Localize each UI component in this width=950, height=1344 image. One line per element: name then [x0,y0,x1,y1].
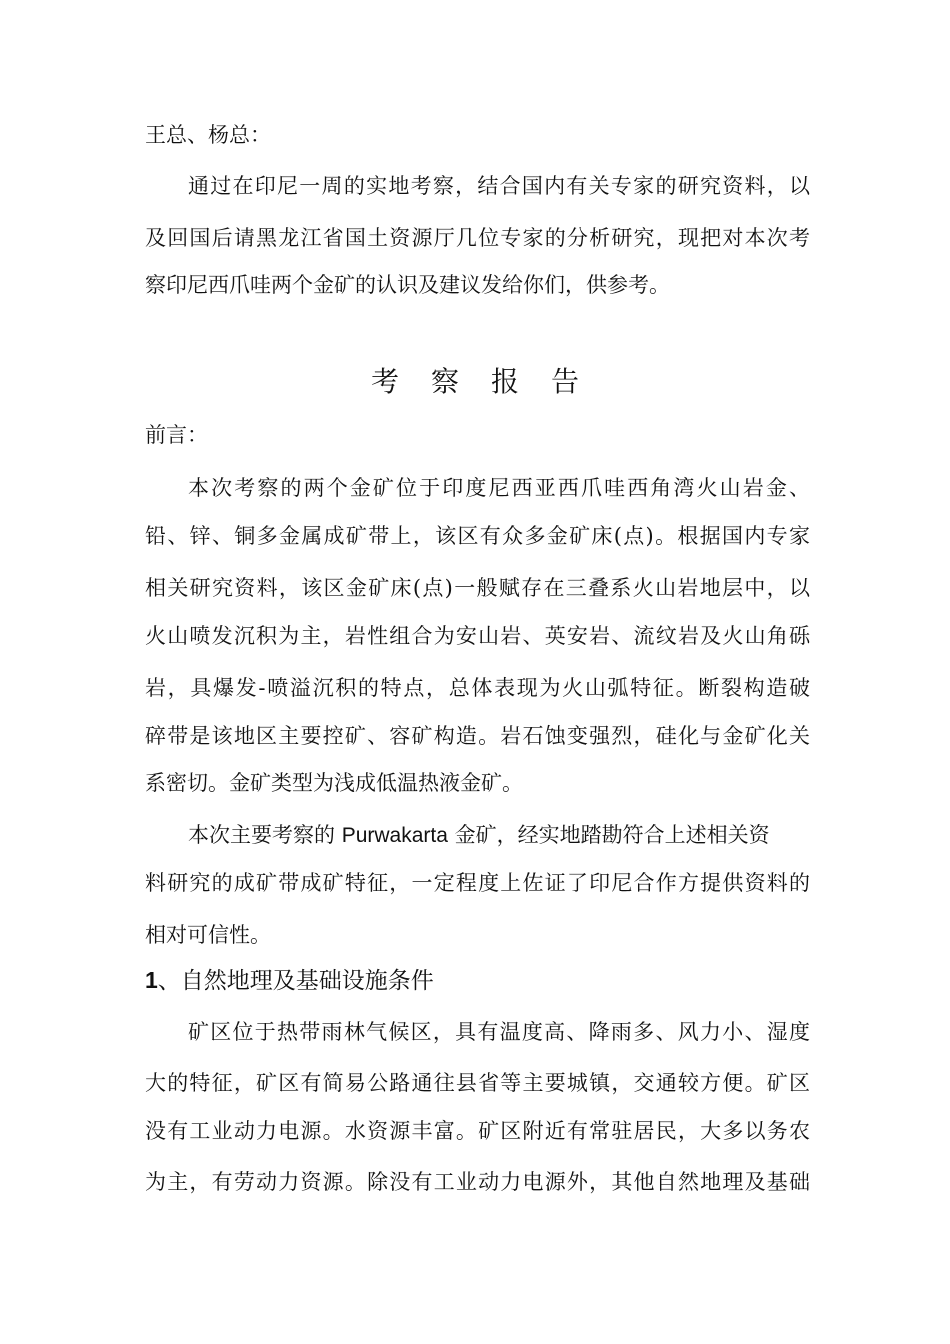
section-1-line-1: 矿区位于热带雨林气候区，具有温度高、降雨多、风力小、湿度 [188,1020,810,1044]
section-1-line-2: 大的特征，矿区有简易公路通往县省等主要城镇，交通较方便。矿区 [145,1071,810,1095]
preface-p2-suffix: 金矿，经实地踏勘符合上述相关资 [447,823,770,847]
mine-name: Purwakarta [341,824,448,847]
preface-p1-line-5: 岩，具爆发-喷溢沉积的特点，总体表现为火山弧特征。断裂构造破 [145,676,810,700]
preface-p2-line-2: 料研究的成矿带成矿特征，一定程度上佐证了印尼合作方提供资料的 [145,871,810,895]
intro-line-1: 通过在印尼一周的实地考察，结合国内有关专家的研究资料，以 [188,174,810,198]
section-1-heading [145,965,434,996]
preface-p1-line-7: 系密切。金矿类型为浅成低温热液金矿。 [145,771,523,795]
section-1-number: 1 [145,967,158,993]
preface-label: 前言： [145,423,208,447]
report-title: 考察报告 [370,365,611,398]
section-1-line-4: 为主，有劳动力资源。除没有工业动力电源外，其他自然地理及基础 [145,1170,810,1194]
section-1-title: 、自然地理及基础设施条件 [157,968,434,994]
preface-p1-line-2: 铅、锌、铜多金属成矿带上，该区有众多金矿床(点)。根据国内专家 [145,524,810,548]
preface-p1-line-4: 火山喷发沉积为主，岩性组合为安山岩、英安岩、流纹岩及火山角砾 [145,624,810,648]
intro-line-2: 及回国后请黑龙江省国土资源厅几位专家的分析研究，现把对本次考 [145,226,810,250]
salutation: 王总、杨总： [145,123,271,147]
preface-p2-prefix: 本次主要考察的 [188,823,342,847]
preface-p1-line-3: 相关研究资料，该区金矿床(点)一般赋存在三叠系火山岩地层中，以 [145,576,810,600]
preface-p2-line-3: 相对可信性。 [145,923,271,947]
section-1-line-3: 没有工业动力电源。水资源丰富。矿区附近有常驻居民，大多以务农 [145,1119,810,1143]
preface-p2-line-1 [188,820,810,850]
preface-p1-line-6: 碎带是该地区主要控矿、容矿构造。岩石蚀变强烈，硅化与金矿化关 [145,724,810,748]
intro-line-3: 察印尼西爪哇两个金矿的认识及建议发给你们，供参考。 [145,273,670,297]
preface-p1-line-1: 本次考察的两个金矿位于印度尼西亚西爪哇西角湾火山岩金、 [188,476,810,500]
